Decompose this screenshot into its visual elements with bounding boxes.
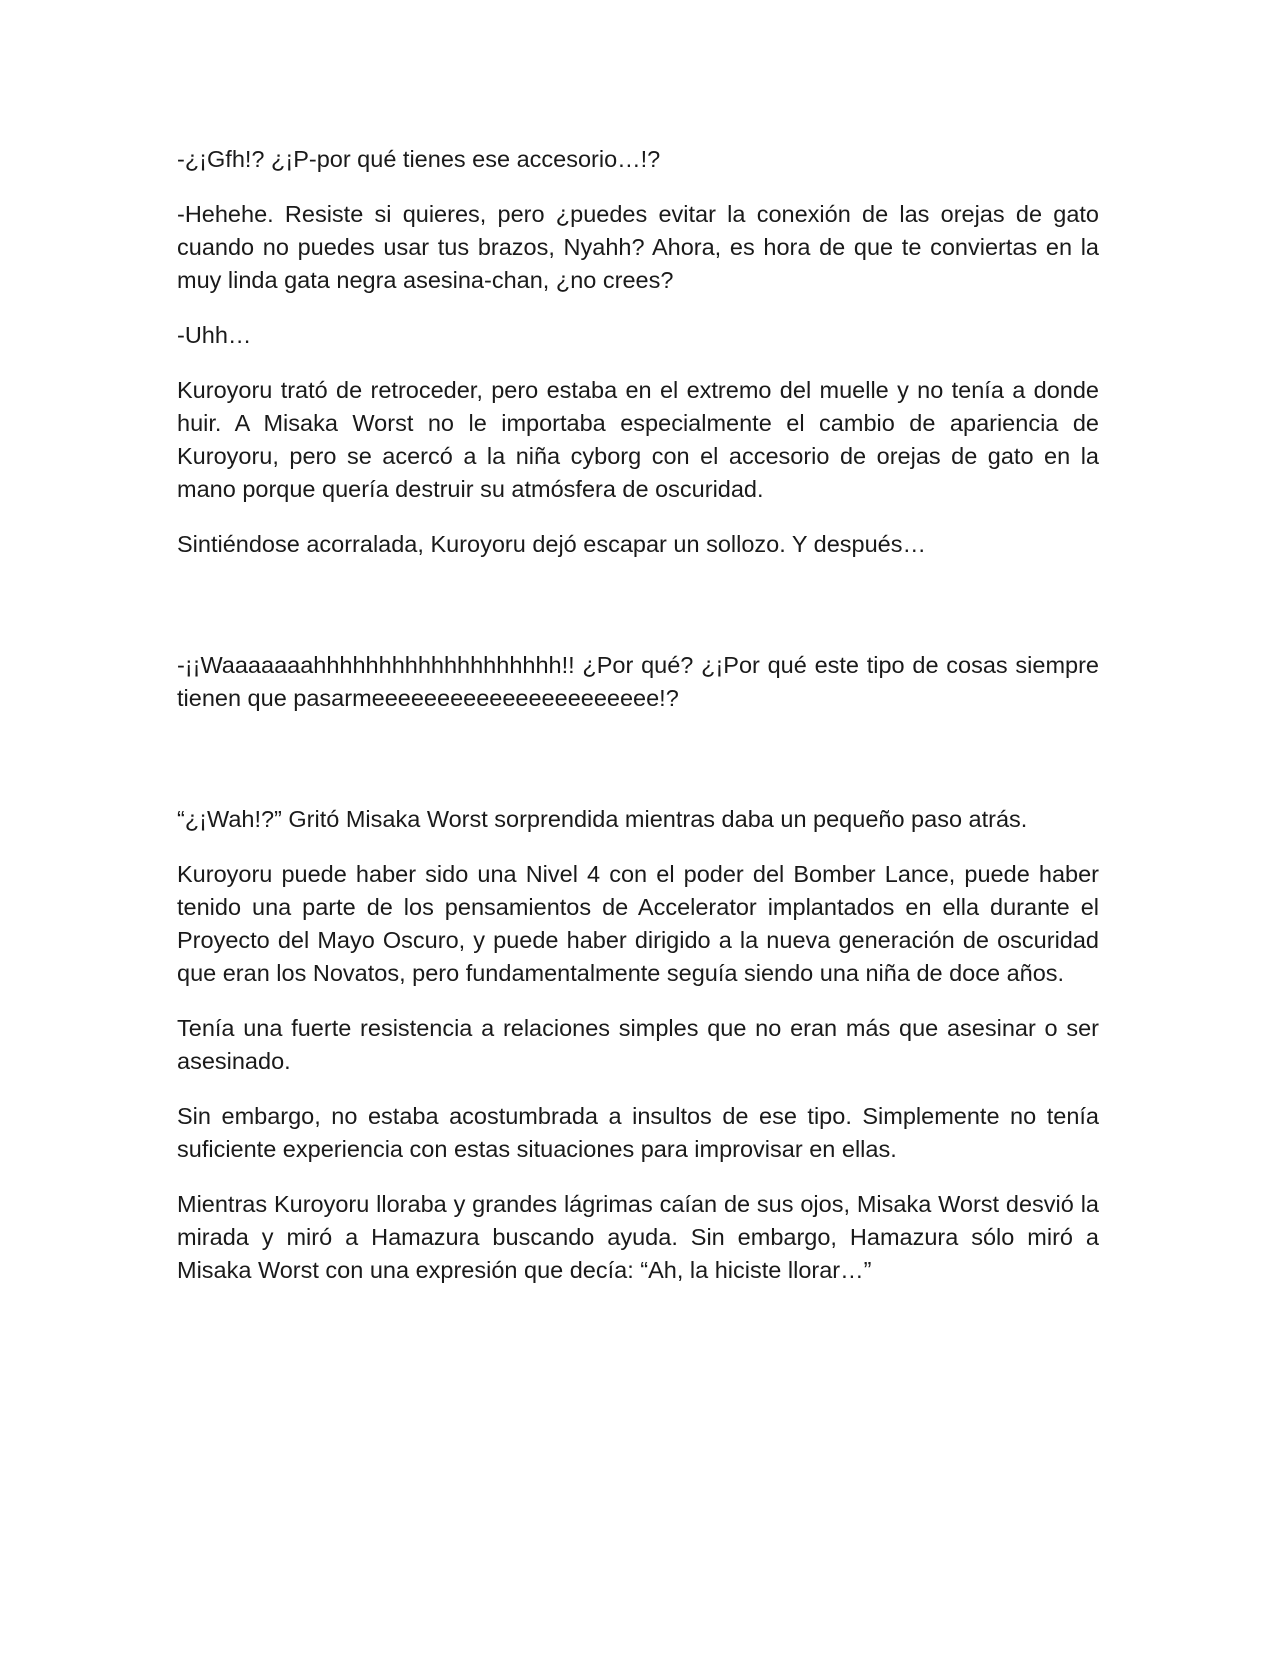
document-page: [177, 143, 1099, 1309]
paragraph: -Hehehe. Resiste si quieres, pero ¿puedes evitar la conexión de las orejas de gato cuando no puedes usar tus brazos, Nyahh? Ahora, es hora de que te conviertas en la muy linda gata negra asesina-chan, ¿no crees?: [177, 201, 1099, 293]
paragraph: -Uhh…: [177, 322, 252, 348]
paragraph: Kuroyoru puede haber sido una Nivel 4 con el poder del Bomber Lance, puede haber tenido una parte de los pensamientos de Accelerator implantados en ella durante el Proyecto del Mayo Oscuro, y puede haber dirigido a la nueva generación de oscuridad que eran los Novatos, pero fundamentalmente seguía siendo una niña de doce años.: [177, 861, 1099, 986]
paragraph: Sintiéndose acorralada, Kuroyoru dejó escapar un sollozo. Y después…: [177, 531, 926, 557]
paragraph: Sin embargo, no estaba acostumbrada a insultos de ese tipo. Simplemente no tenía suficiente experiencia con estas situaciones para improvisar en ellas.: [177, 1103, 1099, 1162]
paragraph: Tenía una fuerte resistencia a relaciones simples que no eran más que asesinar o ser asesinado.: [177, 1015, 1099, 1074]
paragraph: -¡¡Waaaaaaahhhhhhhhhhhhhhhhhhh!! ¿Por qué? ¿¡Por qué este tipo de cosas siempre tienen que pasarmeeeeeeeeeeeeeeeeeeeeee!?: [177, 652, 1099, 711]
paragraph: Kuroyoru trató de retroceder, pero estaba en el extremo del muelle y no tenía a donde huir. A Misaka Worst no le importaba especialmente el cambio de apariencia de Kuroyoru, pero se acercó a la niña cyborg con el accesorio de orejas de gato en la mano porque quería destruir su atmósfera de oscuridad.: [177, 377, 1099, 502]
paragraph: -¿¡Gfh!? ¿¡P-por qué tienes ese accesorio…!?: [177, 146, 661, 172]
paragraph: “¿¡Wah!?” Gritó Misaka Worst sorprendida mientras daba un pequeño paso atrás.: [177, 806, 1028, 832]
paragraph: Mientras Kuroyoru lloraba y grandes lágrimas caían de sus ojos, Misaka Worst desvió la mirada y miró a Hamazura buscando ayuda. Sin embargo, Hamazura sólo miró a Misaka Worst con una expresión que decía: “Ah, la hiciste llorar…”: [177, 1191, 1099, 1283]
